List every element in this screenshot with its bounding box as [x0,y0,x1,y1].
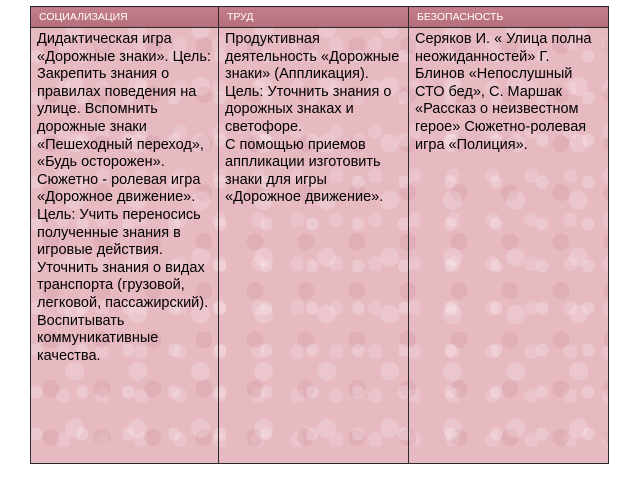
labor-cell: Продуктивная деятельность «Дорожные знаки» (Аппликация). Цель: Уточнить знания о дорожных знаках и светофоре. С помощью приемов аппликации изготовить знаки для игры «Дорожное движение». [219,28,409,464]
header-labor: ТРУД [219,7,409,28]
table-body [31,28,609,464]
header-safety: БЕЗОПАСНОСТЬ [409,7,609,28]
header-socialization: СОЦИАЛИЗАЦИЯ [31,7,219,28]
activity-table [30,6,609,464]
table-header [31,7,609,28]
table-row [31,28,609,464]
safety-cell: Серяков И. « Улица полна неожиданностей» Г. Блинов «Непослушный СТО бед», С. Маршак «Рассказ о неизвестном герое» Сюжетно-ролевая игра «Полиция». [409,28,609,464]
socialization-cell: Дидактическая игра «Дорожные знаки». Цель: Закрепить знания о правилах поведения на улице. Вспомнить дорожные знаки «Пешеходный переход», «Будь осторожен». Сюжетно - ролевая игра «Дорожное движение». Цель: Учить переносись полученные знания в игровые действия. Уточнить знания о видах транспорта (грузовой, легковой, пассажирский). Воспитывать коммуникативные качества. [31,28,219,464]
header-row [31,7,609,28]
